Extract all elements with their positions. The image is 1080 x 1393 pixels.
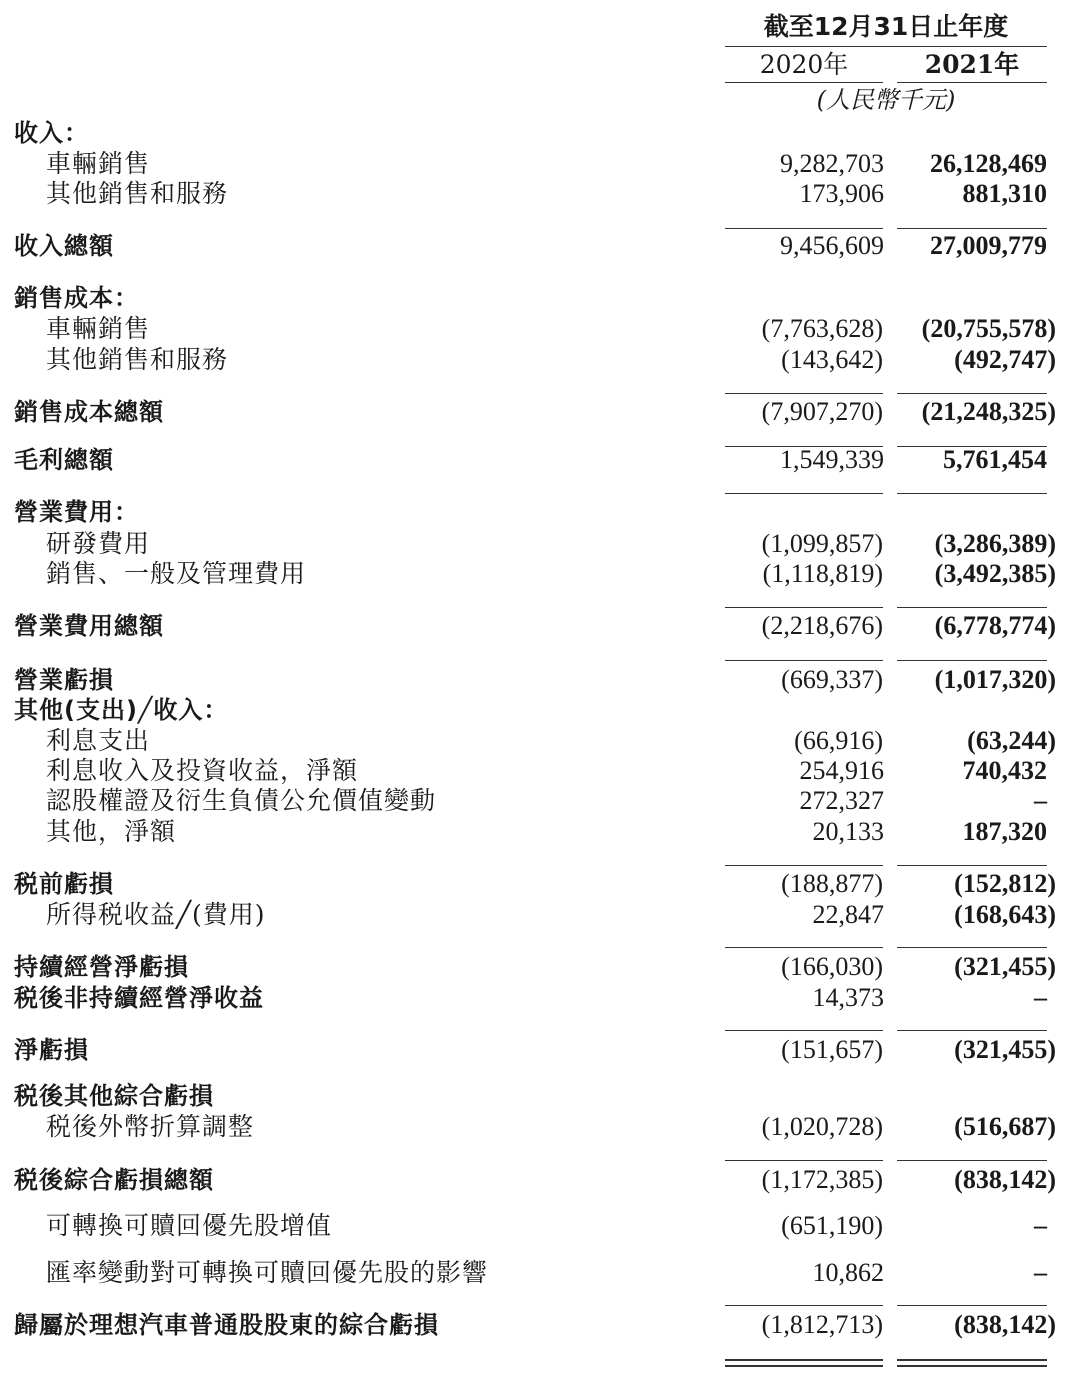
rule-2021 (897, 660, 1047, 661)
rule-2020 (725, 1160, 883, 1161)
table-row (0, 726, 1080, 756)
table-row (0, 1035, 1080, 1065)
year-rule-2020 (725, 82, 883, 83)
row-label: 歸屬於理想汽車普通股股東的綜合虧損 (14, 1311, 439, 1339)
value-2020: (2,218,676) (761, 611, 883, 640)
rule-2020 (725, 1030, 883, 1031)
row-label: 營業虧損 (14, 666, 114, 694)
rule-2020 (725, 660, 883, 661)
rule-2020 (725, 446, 883, 447)
rule-2020 (725, 607, 883, 608)
unit-label: (人民幣千元) (816, 86, 956, 114)
value-2020: (1,099,857) (761, 529, 883, 558)
row-label: 車輛銷售 (46, 314, 151, 343)
value-2020: (651,190) (781, 1211, 883, 1240)
value-2021: (20,755,578) (921, 314, 1056, 343)
value-2020: 20,133 (812, 817, 884, 846)
row-label: 利息支出 (46, 726, 151, 755)
row-label: 銷售成本： (14, 284, 139, 312)
table-row (0, 786, 1080, 816)
value-2021: – (1034, 1258, 1047, 1287)
value-2021: – (1034, 983, 1047, 1012)
row-label: 税後其他綜合虧損 (14, 1082, 214, 1110)
value-2021: (63,244) (967, 726, 1056, 755)
row-label: 銷售成本總額 (14, 398, 164, 426)
value-2020: (1,172,385) (761, 1165, 883, 1194)
row-label: 税後非持續經營淨收益 (14, 984, 264, 1012)
table-row (0, 1258, 1080, 1288)
rule-2021 (897, 1305, 1047, 1306)
value-2021: 5,761,454 (943, 445, 1047, 474)
row-label: 營業費用總額 (14, 612, 164, 640)
value-2020: (669,337) (781, 665, 883, 694)
value-2020: (1,020,728) (761, 1112, 883, 1141)
table-row (0, 497, 1080, 527)
value-2020: (188,877) (781, 869, 883, 898)
value-2020: 272,327 (799, 786, 884, 815)
rule-2020 (725, 493, 883, 494)
row-label: 税前虧損 (14, 870, 114, 898)
rule-2021 (897, 607, 1047, 608)
row-label: 其他銷售和服務 (46, 179, 229, 208)
rule-2021 (897, 493, 1047, 494)
value-2021: (152,812) (954, 869, 1056, 898)
rule-2020 (725, 393, 883, 394)
value-2021: 740,432 (962, 756, 1047, 785)
rule-2020 (725, 865, 883, 866)
row-label: 淨虧損 (14, 1036, 89, 1064)
value-2020: 254,916 (799, 756, 884, 785)
table-row (0, 445, 1080, 475)
double-rule-2020 (725, 1365, 883, 1367)
rule-2021 (897, 1160, 1047, 1161)
year-rule-2021 (897, 82, 1047, 83)
table-row (0, 869, 1080, 899)
value-2021: – (1034, 786, 1047, 815)
table-row (0, 1310, 1080, 1340)
double-rule-2021 (897, 1359, 1047, 1361)
value-2021: 26,128,469 (930, 149, 1047, 178)
table-row (0, 1165, 1080, 1195)
value-2021: (6,778,774) (934, 611, 1056, 640)
value-2021: (321,455) (954, 952, 1056, 981)
table-row (0, 314, 1080, 344)
table-row (0, 900, 1080, 930)
value-2021: 187,320 (962, 817, 1047, 846)
value-2020: 173,906 (799, 179, 884, 208)
rule-2021 (897, 446, 1047, 447)
table-row (0, 983, 1080, 1013)
row-label: 其他(支出)╱收入： (14, 696, 229, 724)
table-row (0, 118, 1080, 148)
table-row (0, 559, 1080, 589)
value-2020: 1,549,339 (780, 445, 884, 474)
value-2021: (1,017,320) (934, 665, 1056, 694)
value-2020: (143,642) (781, 345, 883, 374)
row-label: 銷售、一般及管理費用 (46, 559, 307, 588)
row-label: 其他，淨額 (46, 817, 177, 846)
table-row (0, 817, 1080, 847)
table-row (0, 1081, 1080, 1111)
rule-2021 (897, 393, 1047, 394)
period-rule (725, 46, 1047, 47)
value-2021: (168,643) (954, 900, 1056, 929)
value-2021: (21,248,325) (921, 397, 1056, 426)
value-2021: (838,142) (954, 1165, 1056, 1194)
value-2020: 9,282,703 (780, 149, 884, 178)
rule-2021 (897, 228, 1047, 229)
value-2020: 9,456,609 (780, 231, 884, 260)
table-row (0, 283, 1080, 313)
table-row (0, 529, 1080, 559)
table-row (0, 695, 1080, 725)
table-row (0, 179, 1080, 209)
row-label: 可轉換可贖回優先股增值 (46, 1211, 333, 1240)
table-row (0, 1112, 1080, 1142)
value-2021: – (1034, 1211, 1047, 1240)
value-2020: (1,812,713) (761, 1310, 883, 1339)
value-2020: 22,847 (812, 900, 884, 929)
row-label: 毛利總額 (14, 446, 114, 474)
value-2021: 881,310 (962, 179, 1047, 208)
row-label: 車輛銷售 (46, 149, 151, 178)
table-row (0, 611, 1080, 641)
row-label: 收入： (14, 119, 89, 147)
rule-2021 (897, 1030, 1047, 1031)
row-label: 所得税收益╱(費用) (46, 900, 266, 929)
row-label: 認股權證及衍生負債公允價值變動 (46, 786, 437, 815)
row-label: 持續經營淨虧損 (14, 953, 189, 981)
table-row (0, 756, 1080, 786)
col-header-2020: 2020年 (759, 50, 849, 79)
rule-2020 (725, 947, 883, 948)
value-2020: 14,373 (812, 983, 884, 1012)
table-row (0, 665, 1080, 695)
value-2021: (3,286,389) (934, 529, 1056, 558)
row-label: 利息收入及投資收益，淨額 (46, 756, 359, 785)
value-2020: (66,916) (794, 726, 883, 755)
value-2020: (1,118,819) (762, 559, 883, 588)
row-label: 税後綜合虧損總額 (14, 1166, 214, 1194)
table-row (0, 952, 1080, 982)
value-2020: (7,907,270) (761, 397, 883, 426)
value-2020: (151,657) (781, 1035, 883, 1064)
value-2021: (321,455) (954, 1035, 1056, 1064)
table-row (0, 149, 1080, 179)
row-label: 其他銷售和服務 (46, 345, 229, 374)
row-label: 税後外幣折算調整 (46, 1112, 255, 1141)
table-row (0, 1211, 1080, 1241)
rule-2020 (725, 1305, 883, 1306)
row-label: 研發費用 (46, 529, 151, 558)
table-row (0, 345, 1080, 375)
value-2020: (166,030) (781, 952, 883, 981)
value-2020: (7,763,628) (761, 314, 883, 343)
value-2021: (3,492,385) (934, 559, 1056, 588)
value-2021: (492,747) (954, 345, 1056, 374)
row-label: 收入總額 (14, 232, 114, 260)
table-row (0, 397, 1080, 427)
double-rule-2021 (897, 1365, 1047, 1367)
value-2021: (838,142) (954, 1310, 1056, 1339)
rule-2021 (897, 865, 1047, 866)
period-header: 截至12月31日止年度 (763, 12, 1009, 41)
double-rule-2020 (725, 1359, 883, 1361)
table-row (0, 231, 1080, 261)
value-2021: (516,687) (954, 1112, 1056, 1141)
row-label: 營業費用： (14, 498, 139, 526)
rule-2021 (897, 947, 1047, 948)
value-2020: 10,862 (812, 1258, 884, 1287)
row-label: 匯率變動對可轉換可贖回優先股的影響 (46, 1258, 489, 1287)
col-header-2021: 2021年 (924, 50, 1020, 79)
value-2021: 27,009,779 (930, 231, 1047, 260)
rule-2020 (725, 228, 883, 229)
